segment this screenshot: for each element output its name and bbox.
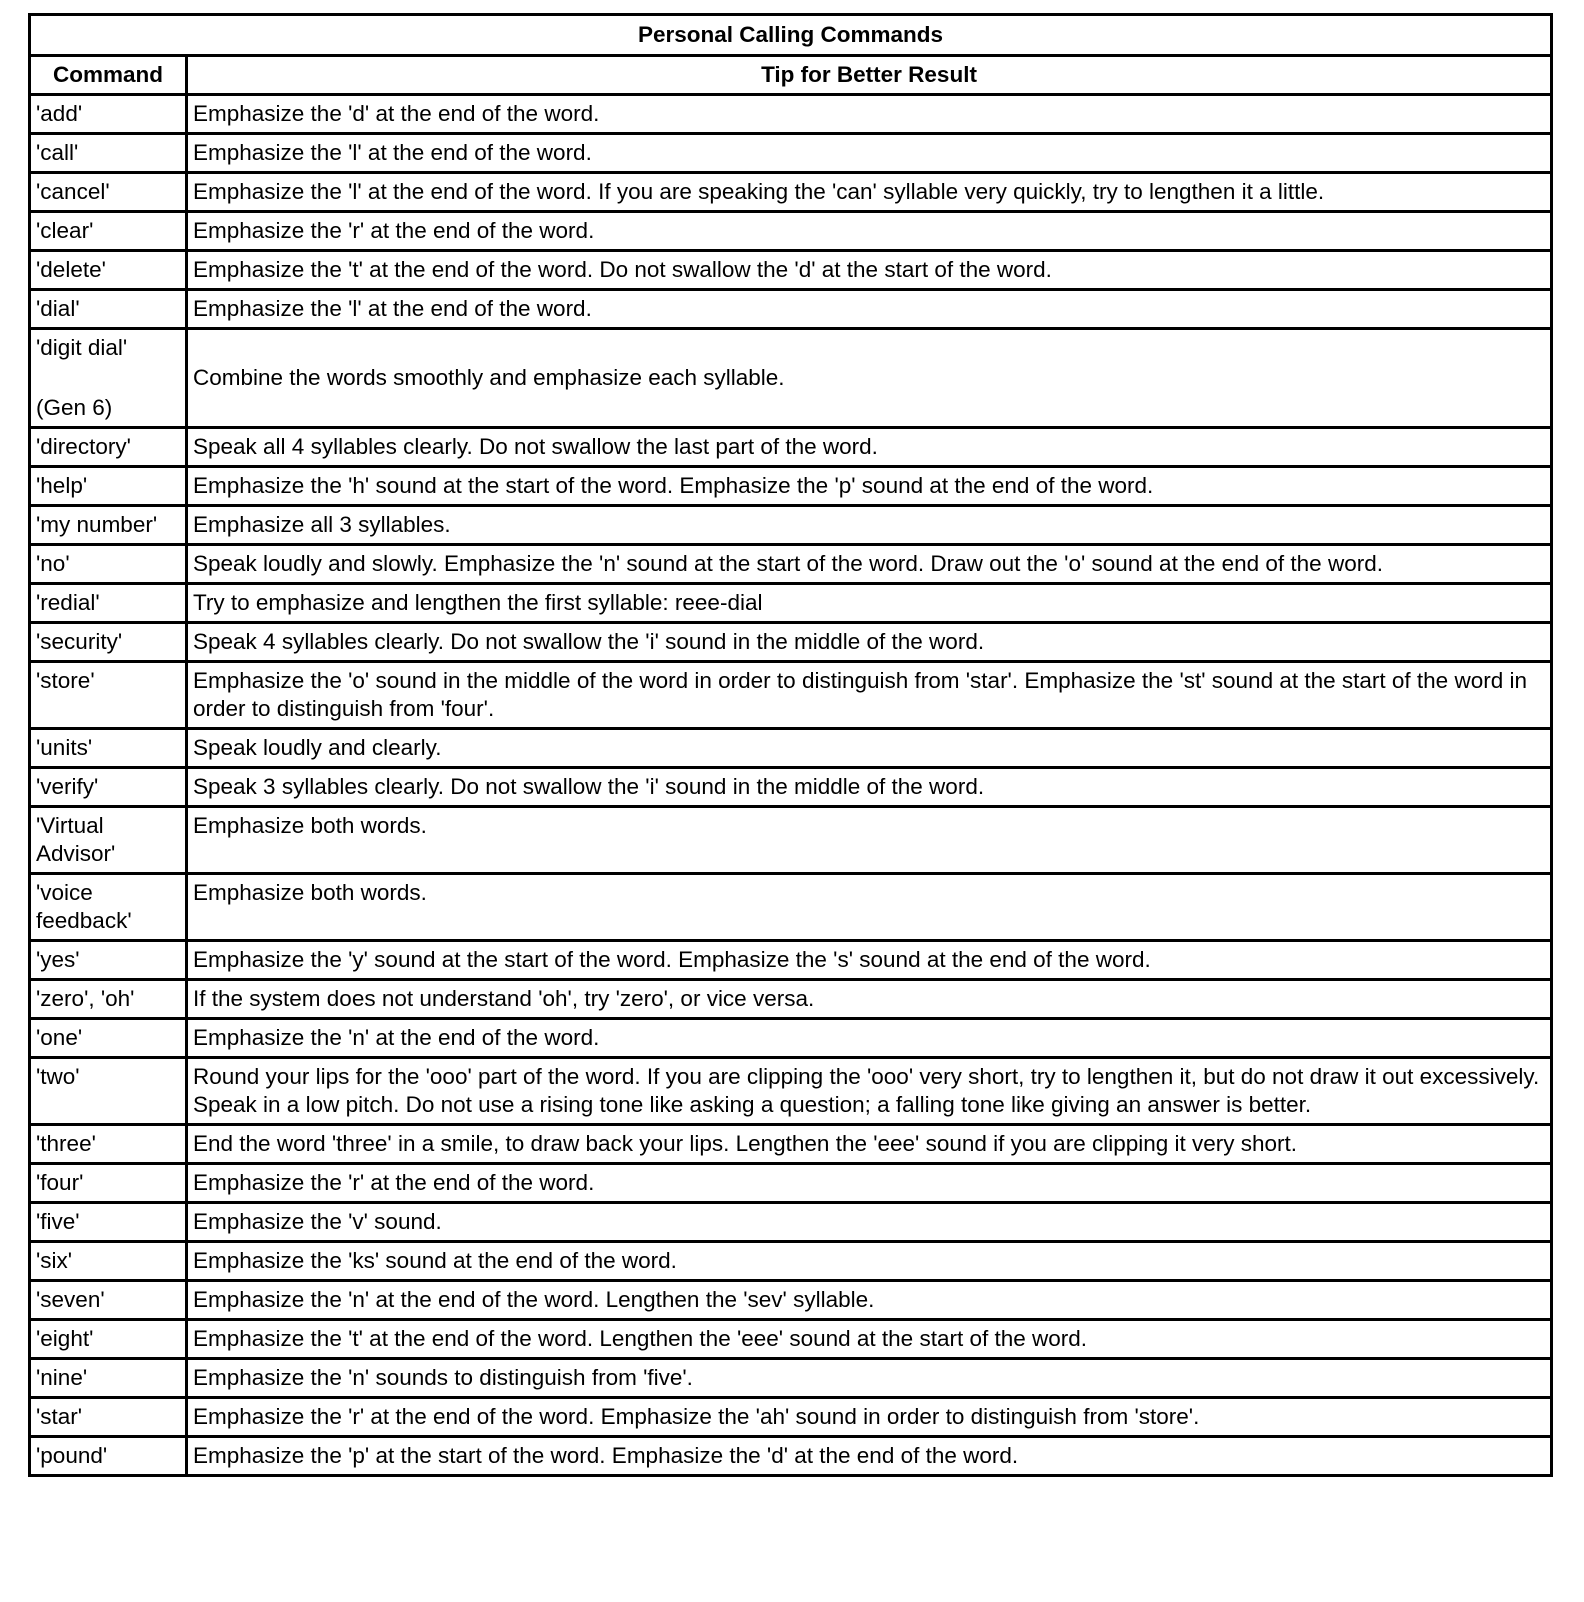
command-text: 'call' xyxy=(36,140,79,165)
command-text: 'two' xyxy=(36,1064,80,1089)
command-cell xyxy=(30,1164,187,1203)
table-title-row xyxy=(30,15,1552,56)
command-cell xyxy=(30,1058,187,1125)
tip-cell: Try to emphasize and lengthen the first syllable: reee-dial xyxy=(187,584,1552,623)
table-row xyxy=(30,1125,1552,1164)
table-row xyxy=(30,1359,1552,1398)
command-cell xyxy=(30,1125,187,1164)
table-row xyxy=(30,134,1552,173)
table-row xyxy=(30,506,1552,545)
table-row xyxy=(30,768,1552,807)
tip-cell: Emphasize both words. xyxy=(187,874,1552,941)
table-row xyxy=(30,874,1552,941)
command-text: 'dial' xyxy=(36,296,80,321)
command-text: 'Virtual Advisor' xyxy=(36,813,116,866)
tip-cell: Emphasize the 'o' sound in the middle of the word in order to distinguish from 'star'. Emphasize the 'st' sound at the start of the word in order to distinguish from 'four'. xyxy=(187,662,1552,729)
tip-cell: Speak 4 syllables clearly. Do not swallow the 'i' sound in the middle of the word. xyxy=(187,623,1552,662)
table-row xyxy=(30,329,1552,428)
tip-cell: Emphasize the 't' at the end of the word. Lengthen the 'eee' sound at the start of the word. xyxy=(187,1320,1552,1359)
command-cell xyxy=(30,1320,187,1359)
tip-cell: Emphasize the 'ks' sound at the end of the word. xyxy=(187,1242,1552,1281)
command-text: 'zero', 'oh' xyxy=(36,986,135,1011)
command-cell xyxy=(30,545,187,584)
command-cell xyxy=(30,428,187,467)
command-cell xyxy=(30,467,187,506)
command-cell xyxy=(30,662,187,729)
command-cell xyxy=(30,1398,187,1437)
table-row xyxy=(30,1320,1552,1359)
tip-cell: Emphasize the 'y' sound at the start of the word. Emphasize the 's' sound at the end of the word. xyxy=(187,941,1552,980)
command-text: 'seven' xyxy=(36,1287,105,1312)
table-row xyxy=(30,251,1552,290)
command-cell xyxy=(30,251,187,290)
table-row xyxy=(30,1242,1552,1281)
table-row xyxy=(30,428,1552,467)
command-cell xyxy=(30,1437,187,1476)
table-row xyxy=(30,290,1552,329)
column-header-command: Command xyxy=(30,56,187,95)
command-cell xyxy=(30,506,187,545)
command-cell xyxy=(30,1281,187,1320)
table-header-row xyxy=(30,56,1552,95)
command-cell xyxy=(30,1019,187,1058)
tip-cell: Emphasize the 'h' sound at the start of the word. Emphasize the 'p' sound at the end of the word. xyxy=(187,467,1552,506)
command-text: 'units' xyxy=(36,735,93,760)
command-cell xyxy=(30,1242,187,1281)
command-cell xyxy=(30,290,187,329)
command-note: (Gen 6) xyxy=(36,395,113,420)
command-cell xyxy=(30,874,187,941)
tip-cell: Emphasize the 'r' at the end of the word. xyxy=(187,1164,1552,1203)
column-header-tip: Tip for Better Result xyxy=(187,56,1552,95)
tip-cell: Emphasize both words. xyxy=(187,807,1552,874)
command-text: 'verify' xyxy=(36,774,99,799)
table-row xyxy=(30,1019,1552,1058)
table-row xyxy=(30,467,1552,506)
command-text: 'one' xyxy=(36,1025,83,1050)
command-cell xyxy=(30,584,187,623)
tip-cell: Speak loudly and slowly. Emphasize the 'n' sound at the start of the word. Draw out the 'o' sound at the end of the word. xyxy=(187,545,1552,584)
command-cell xyxy=(30,212,187,251)
table-row xyxy=(30,623,1552,662)
tip-cell: Emphasize the 'r' at the end of the word. Emphasize the 'ah' sound in order to distinguish from 'store'. xyxy=(187,1398,1552,1437)
command-cell xyxy=(30,329,187,428)
tip-cell: Speak all 4 syllables clearly. Do not swallow the last part of the word. xyxy=(187,428,1552,467)
command-text: 'voice feedback' xyxy=(36,880,132,933)
command-cell xyxy=(30,95,187,134)
table-row xyxy=(30,1164,1552,1203)
table-row xyxy=(30,584,1552,623)
table-row xyxy=(30,729,1552,768)
command-cell xyxy=(30,980,187,1019)
table-row xyxy=(30,173,1552,212)
table-row xyxy=(30,662,1552,729)
tip-cell: Emphasize the 'n' at the end of the word. xyxy=(187,1019,1552,1058)
tip-cell: Emphasize the 'l' at the end of the word. xyxy=(187,134,1552,173)
table-row xyxy=(30,212,1552,251)
table-row xyxy=(30,1281,1552,1320)
command-text: 'help' xyxy=(36,473,88,498)
tip-cell: End the word 'three' in a smile, to draw back your lips. Lengthen the 'eee' sound if you are clipping it very short. xyxy=(187,1125,1552,1164)
command-text: 'cancel' xyxy=(36,179,110,204)
tip-cell: If the system does not understand 'oh', try 'zero', or vice versa. xyxy=(187,980,1552,1019)
table-row xyxy=(30,1203,1552,1242)
command-cell xyxy=(30,807,187,874)
command-cell xyxy=(30,729,187,768)
table-body xyxy=(30,95,1552,1476)
command-text: 'directory' xyxy=(36,434,131,459)
command-text: 'star' xyxy=(36,1404,83,1429)
table-row xyxy=(30,95,1552,134)
command-cell xyxy=(30,1203,187,1242)
table-row xyxy=(30,1058,1552,1125)
command-text: 'five' xyxy=(36,1209,80,1234)
command-cell xyxy=(30,173,187,212)
tip-cell: Combine the words smoothly and emphasize each syllable. xyxy=(187,329,1552,428)
command-cell xyxy=(30,1359,187,1398)
table-row xyxy=(30,1398,1552,1437)
command-text: 'delete' xyxy=(36,257,106,282)
tip-cell: Speak loudly and clearly. xyxy=(187,729,1552,768)
command-text: 'eight' xyxy=(36,1326,94,1351)
tip-cell: Emphasize the 'r' at the end of the word. xyxy=(187,212,1552,251)
tip-cell: Emphasize the 'l' at the end of the word. If you are speaking the 'can' syllable very quickly, try to lengthen it a little. xyxy=(187,173,1552,212)
tip-cell: Emphasize the 'v' sound. xyxy=(187,1203,1552,1242)
command-text: 'digit dial' xyxy=(36,335,128,360)
table-row xyxy=(30,807,1552,874)
table-row xyxy=(30,545,1552,584)
command-text: 'three' xyxy=(36,1131,96,1156)
tip-cell: Emphasize the 'd' at the end of the word. xyxy=(187,95,1552,134)
command-text: 'clear' xyxy=(36,218,94,243)
command-text: 'security' xyxy=(36,629,123,654)
tip-cell: Round your lips for the 'ooo' part of the word. If you are clipping the 'ooo' very short, try to lengthen it, but do not draw it out excessively. Speak in a low pitch. Do not use a rising tone like asking a question; a falling tone like giving an answer is better. xyxy=(187,1058,1552,1125)
tip-cell: Emphasize the 'n' at the end of the word. Lengthen the 'sev' syllable. xyxy=(187,1281,1552,1320)
command-text: 'no' xyxy=(36,551,70,576)
command-text: 'four' xyxy=(36,1170,84,1195)
tip-cell: Emphasize the 'l' at the end of the word. xyxy=(187,290,1552,329)
command-cell xyxy=(30,941,187,980)
command-text: 'my number' xyxy=(36,512,158,537)
command-text: 'add' xyxy=(36,101,83,126)
command-text: 'six' xyxy=(36,1248,73,1273)
table-title: Personal Calling Commands xyxy=(30,15,1552,56)
command-text: 'redial' xyxy=(36,590,100,615)
table-row xyxy=(30,941,1552,980)
command-cell xyxy=(30,623,187,662)
tip-cell: Speak 3 syllables clearly. Do not swallow the 'i' sound in the middle of the word. xyxy=(187,768,1552,807)
table-row xyxy=(30,980,1552,1019)
table-row xyxy=(30,1437,1552,1476)
command-cell xyxy=(30,134,187,173)
tip-cell: Emphasize the 't' at the end of the word. Do not swallow the 'd' at the start of the word. xyxy=(187,251,1552,290)
command-text: 'pound' xyxy=(36,1443,108,1468)
tip-cell: Emphasize the 'n' sounds to distinguish from 'five'. xyxy=(187,1359,1552,1398)
tip-cell: Emphasize all 3 syllables. xyxy=(187,506,1552,545)
command-text: 'store' xyxy=(36,668,95,693)
command-text: 'yes' xyxy=(36,947,80,972)
personal-calling-commands-table xyxy=(28,13,1553,1477)
command-cell xyxy=(30,768,187,807)
tip-cell: Emphasize the 'p' at the start of the word. Emphasize the 'd' at the end of the word. xyxy=(187,1437,1552,1476)
command-text: 'nine' xyxy=(36,1365,88,1390)
